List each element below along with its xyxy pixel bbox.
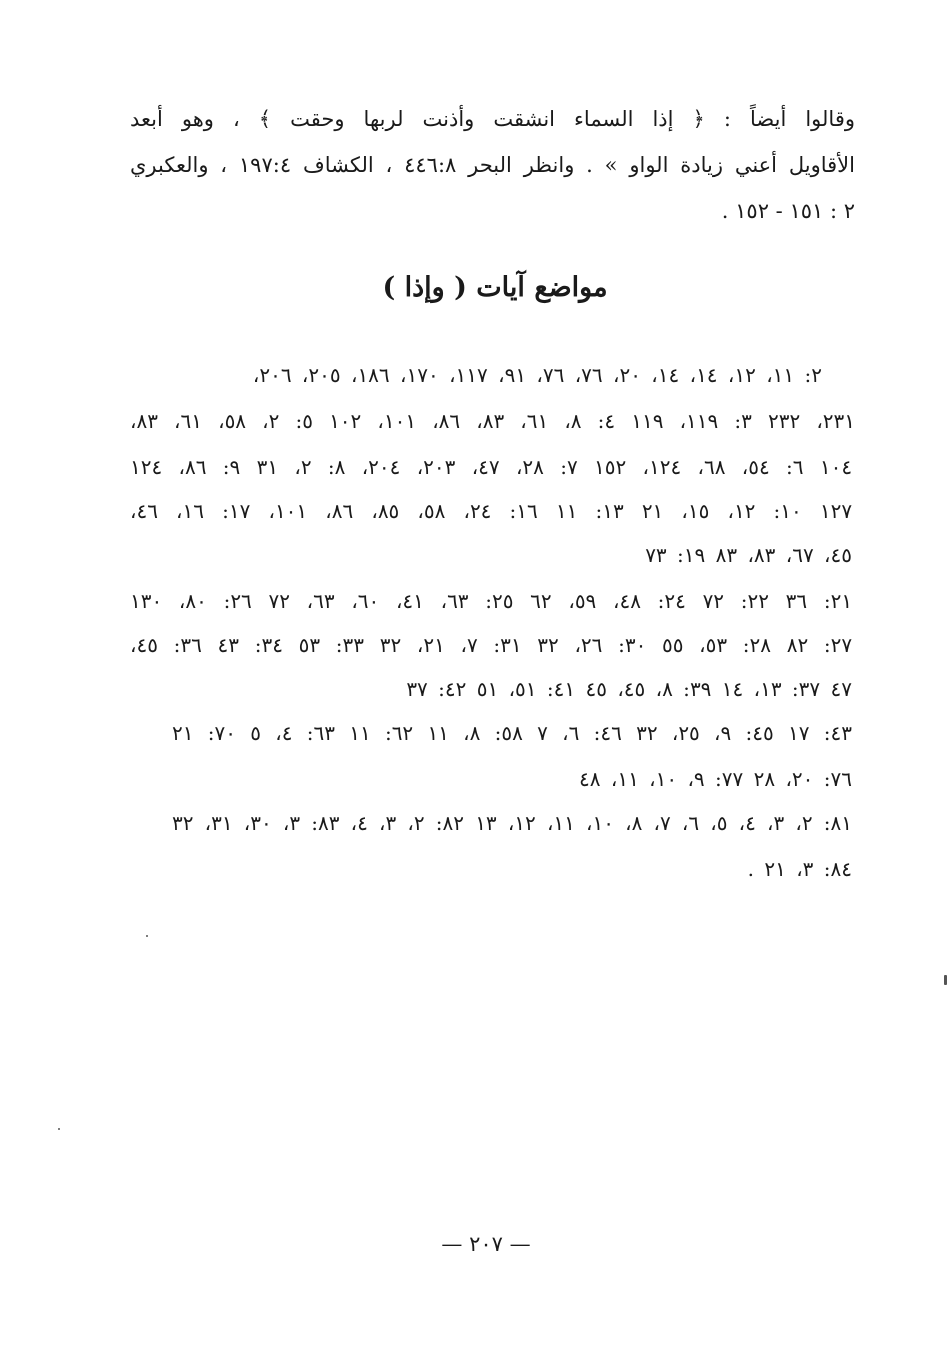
reference-line: ٢: ١١، ١٢، ١٤، ١٤، ٢٠، ٧٦، ٧٦، ٩١، ١١٧، ١٧٠، ١٨٦، ٢٠٥، ٢٠٦، — [252, 363, 822, 387]
scan-speck — [944, 975, 947, 985]
reference-line: ٤٣: ١٧ ٤٥: ٩، ٢٥، ٣٢ ٤٦: ٦، ٧ ٥٨: ٨، ١١ ٦٢: ١١ ٦٣: ٤، ٥ ٧٠: ٢١ — [172, 721, 852, 745]
section-heading: مواضع آيات ( وإذا ) — [382, 272, 608, 303]
reference-line: ١٠٤ ٦: ٥٤، ٦٨، ١٢٤، ١٥٢ ٧: ٢٨، ٤٧، ٢٠٣، ٢٠٤، ٨: ٢، ٣١ ٩: ٨٦، ١٢٤ — [130, 455, 853, 479]
scan-speck — [146, 935, 148, 937]
reference-line: ٨٤: ٣، ٢١ . — [747, 857, 852, 881]
reference-line: ٨١: ٢، ٣، ٤، ٥، ٦، ٧، ٨، ١٠، ١١، ١٢، ١٣ ٨٢: ٢، ٣، ٤، ٨٣: ٣، ٣٠، ٣١، ٣٢ — [172, 811, 853, 835]
intro-line-2: الأقاويل أعني زيادة الواو » . وانظر البحر ٤٤٦:٨ ، الكشاف ١٩٧:٤ ، والعكبري — [130, 153, 855, 177]
reference-line: ٢٣١، ٢٣٢ ٣: ١١٩، ١١٩ ٤: ٨، ٦١، ٨٣، ٨٦، ١٠١، ١٠٢ ٥: ٢، ٥٨، ٦١، ٨٣، — [130, 409, 856, 433]
reference-line: ١٢٧ ١٠: ١٢، ١٥، ٢١ ١٣: ١١ ١٦: ٢٤، ٥٨، ٨٥، ٨٦، ١٠١، ١٧: ١٦، ٤٦، — [130, 499, 853, 523]
reference-line: ٤٧ ٣٧: ١٣، ١٤ ٣٩: ٨، ٤٥، ٤٥ ٤١: ٥١، ٥١ ٤٢: ٣٧ — [406, 677, 852, 701]
intro-line-1: وقالوا أيضاً : ﴿ إذا السماء انشقت وأذنت لربها وحقت ﴾ ، وهو أبعد — [130, 107, 855, 131]
scan-speck — [58, 1128, 60, 1130]
intro-line-3: ٢ : ١٥١ - ١٥٢ . — [721, 199, 855, 223]
reference-line: ٢٧: ٨٢ ٢٨: ٥٣، ٥٥ ٣٠: ٢٦، ٣٢ ٣١: ٧، ٢١، ٣٢ ٣٣: ٥٣ ٣٤: ٤٣ ٣٦: ٤٥، — [130, 633, 853, 657]
page-number: — ٢٠٧ — — [441, 1232, 531, 1256]
reference-line: ٤٥، ٦٧، ٨٣، ٨٣ ١٩: ٧٣ — [645, 543, 852, 567]
reference-line: ٢١: ٣٦ ٢٢: ٧٢ ٢٤: ٤٨، ٥٩، ٦٢ ٢٥: ٦٣، ٤١، ٦٠، ٦٣، ٧٢ ٢٦: ٨٠، ١٣٠ — [130, 589, 853, 613]
reference-line: ٧٦: ٢٠، ٢٨ ٧٧: ٩، ١٠، ١١، ٤٨ — [579, 767, 852, 791]
